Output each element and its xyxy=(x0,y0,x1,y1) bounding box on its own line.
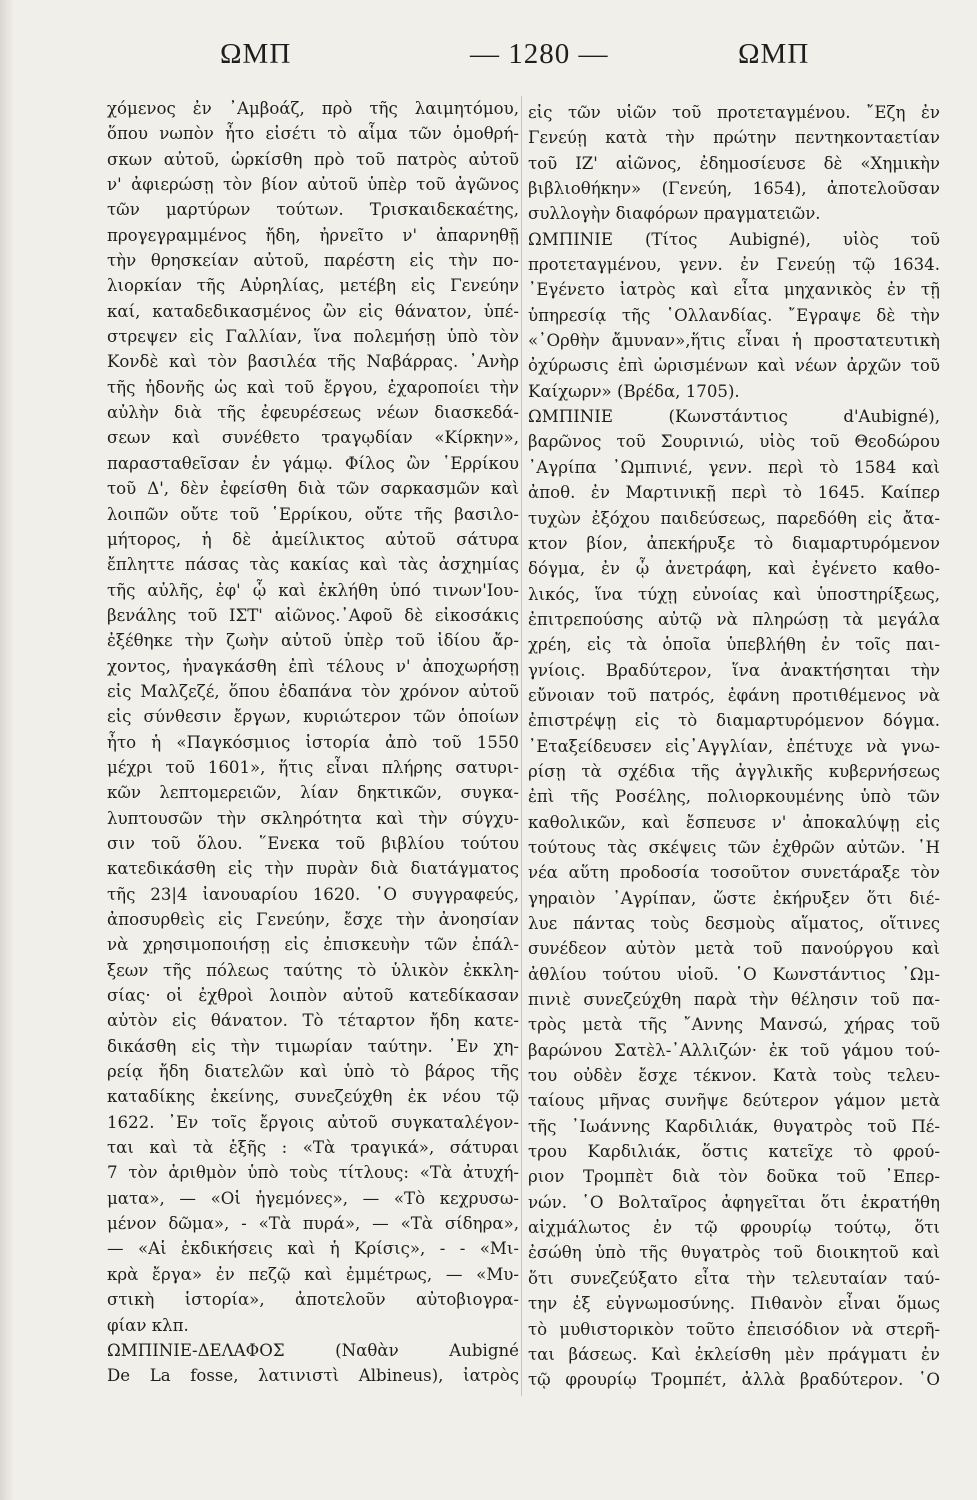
right-column-text-line: ὑπηρεσίᾳ τῆς ῾Ολλανδίας. ῎Εγραψε δὲ τὴν xyxy=(528,305,940,325)
left-column-text-line: φίαν κλπ. xyxy=(107,1315,189,1335)
left-column-text-line: ται καὶ τὰ ἑξῆς : «Τὰ τραγικά», σάτυραι xyxy=(107,1138,519,1158)
right-column-text-line: ἐσώθη ὑπὸ τῆς θυγατρὸς τοῦ διοικητοῦ καὶ xyxy=(528,1243,940,1263)
left-column-text-line: 7 τὸν ἀριθμὸν ὑπὸ τοὺς τίτλους: «Τὰ ἀτυχή- xyxy=(107,1163,519,1183)
left-column-text-line: καταδίκης ἐκείνης, συνεζεύχθη ἐκ νέου τῷ xyxy=(107,1087,519,1107)
right-column-text-line: λικός, ἵνα τύχῃ εὐνοίας καὶ ὑποστηρίξεως, xyxy=(528,584,940,604)
right-column-text-line: λυε πάντας τοὺς δεσμοὺς αἵματος, οἵτινες xyxy=(528,914,940,933)
left-column-text-line: — «Αἱ ἐκδικήσεις καὶ ἡ Κρίσις», - - «Μι- xyxy=(107,1239,519,1259)
left-column-text-line: χοντος, ἠναγκάσθη ἐπὶ τέλους ν' ἀποχωρήσῃ xyxy=(107,656,519,676)
left-column-text-line: κῶν λεπτομερειῶν, λίαν δηκτικῶν, συγκα- xyxy=(107,783,519,803)
left-column-text-line: στρεψεν εἰς Γαλλίαν, ἵνα πολεμήσῃ ὑπὸ τὸν xyxy=(107,327,519,347)
right-text-column xyxy=(528,100,940,1393)
left-column-text-line: ἐξέθηκε τὴν ζωὴν αὐτοῦ ὑπὲρ τοῦ ἰδίου ἄρ- xyxy=(107,631,519,651)
right-column-text-line: τὸ μυθιστορικὸν τοῦτο ἐπεισόδιον νὰ στερῆ- xyxy=(528,1319,940,1339)
right-column-text-line: ἐπὶ τῆς Ροσέλης, πολιορκουμένης ὑπὸ τῶν xyxy=(528,787,940,807)
left-column-text-line: 1622. ᾿Εν τοῖς ἔργοις αὐτοῦ συγκαταλέγον- xyxy=(107,1112,519,1132)
left-column-text-line: λυπτουσῶν τὴν σκληρότητα καὶ τὴν σύγχυ- xyxy=(107,808,519,828)
right-column-text-line: ἀθλίου τούτου υἱοῦ. ῾Ο Κωνστάντιος ᾿Ωμ- xyxy=(528,964,940,984)
right-column-text-line: προτεταγμένου, γενν. ἐν Γενεύῃ τῷ 1634. xyxy=(528,255,940,275)
right-column-text-line: ᾿Εταξείδευσεν εἰς᾿Αγγλίαν, ἐπέτυχε νὰ γνω- xyxy=(528,736,940,756)
left-column-text-line: λοιπῶν οὔτε τοῦ ῾Ερρίκου, οὔτε τῆς βασιλο- xyxy=(107,504,519,524)
right-column-text-line: την ἐξ εὐγνωμοσύνης. Πιθανὸν εἶναι ὅμως xyxy=(528,1294,940,1314)
left-column-text-line: τῆς 23|4 ἰανουαρίου 1620. ῾Ο συγγραφεύς, xyxy=(107,884,519,904)
right-column-text-line: ταίους μῆνας συνῆψε δεύτερον γάμον μετὰ xyxy=(528,1091,940,1111)
left-column-text-line: ἔπληττε πάσας τὰς κακίας καὶ τὰς ἀσχημίας xyxy=(107,555,519,575)
left-column-text-line: δικάσθη εἰς τὴν τιμωρίαν ταύτην. ᾿Εν χη- xyxy=(107,1036,519,1056)
right-column-text-line: αἰχμάλωτος ἐν τῷ φρουρίῳ τούτῳ, ὅτι xyxy=(528,1218,940,1238)
left-column-text-line: αὐτὸν εἰς θάνατον. Τὸ τέταρτον ἤδη κατε- xyxy=(107,1011,519,1031)
right-column-text-line: χρέη, εἰς τὰ ὁποῖα ὑπεβλήθη ἐν τοῖς παι- xyxy=(528,635,940,655)
left-column-text-line: βενάλης τοῦ ΙΣΤ' αἰῶνος.᾿Αφοῦ δὲ εἰκοσάκις xyxy=(107,605,519,625)
right-column-text-line: τρὸς μετὰ τῆς ῎Αννης Μανσώ, χήρας τοῦ xyxy=(528,1015,940,1035)
right-column-text-line: του οὐδὲν ἔσχε τέκνον. Κατὰ τοὺς τελευ- xyxy=(528,1066,940,1086)
right-column-text-line: βιβλιοθήκην» (Γενεύη, 1654), ἀποτελοῦσαν xyxy=(528,179,940,199)
right-column-text-line: ΩΜΠΙΝΙΕ (Τίτος Aubigné), υἱὸς τοῦ xyxy=(528,229,940,249)
left-column-text-line: μήτορος, ἡ δὲ ἀμείλικτος αὐτοῦ σάτυρα xyxy=(107,529,519,549)
left-column-text-line: καί, καταδεδικασμένος ὢν εἰς θάνατον, ὑπέ- xyxy=(107,301,519,321)
right-column-text-line: Καίχωρν» (Βρέδα, 1705). xyxy=(528,381,740,401)
left-column-text-line: ἦτο ἡ «Παγκόσμιος ἱστορία ἀπὸ τοῦ 1550 xyxy=(107,732,519,752)
left-column-text-line: μένον δῶμα», - «Τὰ πυρά», — «Τὰ σίδηρα», xyxy=(107,1214,519,1234)
right-column-text-line: ἐπιτρεπούσης αὐτῷ νὰ πληρώσῃ τὰ μεγάλα xyxy=(528,609,940,629)
right-column-text-line: «᾿Ορθὴν ἄμυναν»,ἥτις εἶναι ἡ προστατευτικὴ xyxy=(528,331,940,351)
left-column-text-line: ὅπου νωπὸν ἦτο εἰσέτι τὸ αἷμα τῶν ὁμοθρή- xyxy=(107,124,519,144)
left-column-text-line: De La fosse, λατινιστὶ Albineus), ἰατρὸς xyxy=(107,1366,519,1386)
left-column-text-line: στικὴ ἱστορία», ἀποτελοῦν αὐτοβιογρα- xyxy=(107,1290,519,1310)
right-column-text-line: συνέδεον αὐτὸν μετὰ τοῦ πανούργου καὶ xyxy=(528,939,940,959)
left-column-text-line: νὰ χρησιμοποιήσῃ εἰς ἐπισκευὴν τῶν ἐπάλ- xyxy=(107,935,519,955)
left-column-text-line: τὴν θρησκείαν αὐτοῦ, παρέστη εἰς τὴν πο- xyxy=(107,251,519,271)
left-column-text-line: σκων αὐτοῦ, ὡρκίσθη πρὸ τοῦ πατρὸς αὐτοῦ xyxy=(107,149,519,169)
page-edge-shadow xyxy=(0,0,14,1500)
right-column-text-line: πινιὲ συνεζεύχθη παρὰ τὴν θέλησιν τοῦ πα- xyxy=(528,990,940,1010)
left-column-text-line: εἰς σύνθεσιν ἔργων, κυριώτερον τῶν ὁποίων xyxy=(107,707,519,727)
right-column-text-line: ἀποθ. ἐν Μαρτινικῇ περὶ τὸ 1645. Καίπερ xyxy=(528,483,940,503)
left-column-text-line: ἀποσυρθεὶς εἰς Γενεύην, ἔσχε τὴν ἀνοησίαν xyxy=(107,910,519,929)
left-column-text-line: λιορκίαν τῆς Αὐρηλίας, μετέβη εἰς Γενεύην xyxy=(107,276,519,296)
left-column-text-line: αὐλὴν διὰ τῆς ἐφευρέσεως νέων διασκεδά- xyxy=(107,403,519,423)
left-text-column xyxy=(107,96,519,1389)
left-column-text-line: σίας· οἱ ἐχθροὶ λοιπὸν αὐτοῦ κατεδίκασαν xyxy=(107,986,519,1006)
left-column-text-line: εἰς Μαλζεζέ, ὅπου ἐδαπάνα τὸν χρόνον αὐτοῦ xyxy=(107,681,519,701)
left-column-text-line: τοῦ Δ', δὲν ἐφείσθη διὰ τῶν σαρκασμῶν καὶ xyxy=(107,479,519,499)
left-column-text-line: Κονδὲ καὶ τὸν βασιλέα τῆς Ναβάρρας. ᾿Ανὴρ xyxy=(107,352,519,372)
left-column-text-line: παρασταθεῖσαν ἐν γάμῳ. Φίλος ὢν ῾Ερρίκου xyxy=(107,453,519,473)
left-column-text-line: τῆς ἡδονῆς ὡς καὶ τοῦ ἔργου, ἐχαροποίει τὴν xyxy=(107,377,519,397)
left-column-text-line: χόμενος ἐν ᾿Αμβοάζ, πρὸ τῆς λαιμητόμου, xyxy=(107,99,519,118)
right-column-text-line: βαρώνου Σατὲλ-᾿Αλλιζών· ἐκ τοῦ γάμου τού- xyxy=(528,1040,940,1060)
right-column-text-line: ρίσῃ τὰ σχέδια τῆς ἀγγλικῆς κυβερνήσεως xyxy=(528,761,940,781)
right-column-text-line: Γενεύῃ κατὰ τὴν πρώτην πεντηκονταετίαν xyxy=(528,128,940,148)
right-column-text-line: συλλογὴν διαφόρων πραγματειῶν. xyxy=(528,204,821,224)
right-column-text-line: ᾿Αγρίπα ᾿Ωμπινιέ, γενν. περὶ τὸ 1584 καὶ xyxy=(528,457,940,477)
left-column-text-line: τῶν μαρτύρων τούτων. Τρισκαιδεκαέτης, xyxy=(107,200,519,220)
right-column-text-line: γνίοις. Βραδύτερον, ἵνα ἀνακτήσηται τὴν xyxy=(528,660,940,680)
column-divider xyxy=(521,96,522,1396)
right-column-text-line: τῷ φρουρίῳ Τρομπέτ, ἀλλὰ βραδύτερον. ῾Ο xyxy=(528,1370,940,1390)
left-column-text-line: σεων καὶ συνέθετο τραγῳδίαν «Κίρκην», xyxy=(107,428,519,448)
right-column-text-line: ὀχύρωσις ἐπὶ ὡρισμένων καὶ νέων ἀρχῶν τοῦ xyxy=(528,356,940,376)
left-column-text-line: τῆς αὐλῆς, ἐφ' ᾧ καὶ ἐκλήθη ὑπό τινων'Ιου- xyxy=(107,580,519,600)
left-column-text-line: ΩΜΠΙΝΙΕ-ΔΕΛΑΦΟΣ (Ναθὰν Aubigné xyxy=(107,1340,519,1360)
right-column-text-line: ᾿Εγένετο ἰατρὸς καὶ εἶτα μηχανικὸς ἐν τῇ xyxy=(528,280,940,300)
left-column-text-line: κρὰ ἔργα» ἐν πεζῷ καὶ ἐμμέτρως, — «Μυ- xyxy=(107,1264,519,1284)
right-column-text-line: καθολικῶν, καὶ ἔσπευσε ν' ἀποκαλύψῃ εἰς xyxy=(528,812,940,832)
left-column-text-line: ξεων τῆς πόλεως ταύτης τὸ ὑλικὸν ἐκκλη- xyxy=(107,960,519,980)
left-column-text-line: μέχρι τοῦ 1601», ἥτις εἶναι πλήρης σατυρι- xyxy=(107,757,519,777)
right-column-text-line: τοῦ ΙΖ' αἰῶνος, ἐδημοσίευσε δὲ «Χημικὴν xyxy=(528,153,940,173)
right-column-text-line: ὅτι συνεζεύξατο εἶτα τὴν τελευταίαν ταύ- xyxy=(528,1268,940,1288)
right-column-text-line: βαρῶνος τοῦ Σουρινιώ, υἱὸς τοῦ Θεοδώρου xyxy=(528,432,940,452)
running-head-right: ΩΜΠ xyxy=(738,38,810,70)
right-column-text-line: τούτους τὰς σκέψεις τῶν ἐχθρῶν αὐτῶν. ῾Η xyxy=(528,837,940,857)
right-column-text-line: τῆς ᾿Ιωάννης Καρδιλιάκ, θυγατρὸς τοῦ Πέ- xyxy=(528,1116,940,1136)
right-column-text-line: νέα αὕτη προδοσία τοσοῦτον συνετάραξε τὸν xyxy=(528,863,940,883)
right-column-text-line: ΩΜΠΙΝΙΕ (Κωνστάντιος d'Aubigné), xyxy=(528,407,940,427)
running-head-left: ΩΜΠ xyxy=(220,38,292,70)
right-column-text-line: ται βάσεως. Καὶ ἐκλείσθη μὲν πράγματι ἐν xyxy=(528,1344,940,1364)
right-column-text-line: νών. ῾Ο Βολταῖρος ἀφηγεῖται ὅτι ἐκρατήθη xyxy=(528,1192,940,1212)
right-column-text-line: τυχὼν ἐξόχου παιδεύσεως, παρεδόθη εἰς ἄτα- xyxy=(528,508,940,528)
right-column-text-line: δόγμα, ἐν ᾧ ἀνετράφη, καὶ ἐγένετο καθο- xyxy=(528,559,940,579)
left-column-text-line: ν' ἀφιερώσῃ τὸν βίον αὐτοῦ ὑπὲρ τοῦ ἀγῶνος xyxy=(107,175,519,195)
right-column-text-line: ἐπιστρέψῃ εἰς τὸ διαμαρτυρόμενον δόγμα. xyxy=(528,711,940,731)
right-column-text-line: τρου Καρδιλιάκ, ὅστις κατεῖχε τὸ φρού- xyxy=(528,1142,940,1162)
page-number: — 1280 — xyxy=(470,38,609,70)
right-column-text-line: γηραιὸν ᾿Αγρίπαν, ὥστε ἐκήρυξεν ὅτι διέ- xyxy=(528,888,940,908)
right-column-text-line: εἰς τῶν υἱῶν τοῦ προτεταγμένου. ῎Εζη ἐν xyxy=(528,103,940,122)
left-column-text-line: ματα», — «Οἱ ἡγεμόνες», — «Τὸ κεχρυσω- xyxy=(107,1188,519,1208)
left-column-text-line: προγεγραμμένος ἤδη, ἠρνεῖτο ν' ἀπαρνηθῇ xyxy=(107,225,519,245)
left-column-text-line: σιν τοῦ ὅλου. ῞Ενεκα τοῦ βιβλίου τούτου xyxy=(107,833,519,853)
right-column-text-line: ριον Τρομπὲτ διὰ τὸν δοῦκα τοῦ ᾿Επερ- xyxy=(528,1167,940,1187)
left-column-text-line: ρείᾳ ἤδη διατελῶν καὶ ὑπὸ τὸ βάρος τῆς xyxy=(107,1062,519,1082)
left-column-text-line: κατεδικάσθη εἰς τὴν πυρὰν διὰ διατάγματος xyxy=(107,859,519,879)
right-column-text-line: κτον βίον, ἀπεκήρυξε τὸ διαμαρτυρόμενον xyxy=(528,533,940,553)
right-column-text-line: εὔνοιαν τοῦ πατρός, ἐφάνη προτιθέμενος νὰ xyxy=(528,685,940,705)
